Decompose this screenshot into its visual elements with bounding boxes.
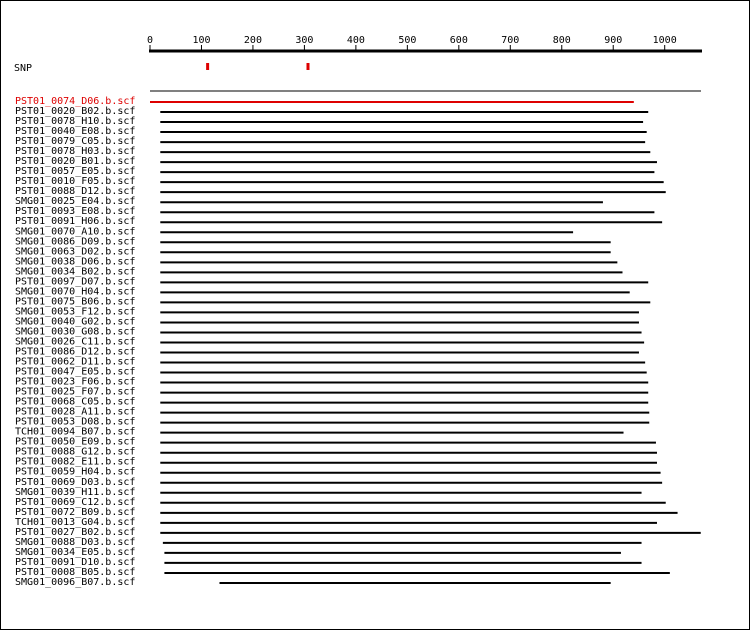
read-name[interactable]: SMG01_0096_B07.b.scf	[15, 576, 136, 588]
snp-marker	[306, 63, 309, 70]
tick-label: 500	[398, 35, 417, 46]
read-name[interactable]: PST01_0025_F07.b.scf	[15, 386, 136, 398]
read-name[interactable]: PST01_0078_H10.b.scf	[15, 116, 136, 128]
tick-label: 800	[552, 35, 571, 46]
read-name[interactable]: PST01_0010_F05.b.scf	[15, 176, 136, 188]
tick-label: 600	[449, 35, 468, 46]
ruler-ticks	[147, 35, 677, 51]
read-name[interactable]: SMG01_0034_E05.b.scf	[15, 546, 136, 558]
read-name[interactable]: SMG01_0030_G08.b.scf	[15, 326, 136, 338]
read-name[interactable]: SMG01_0063_D02.b.scf	[15, 246, 136, 258]
read-name[interactable]: PST01_0091_H06.b.scf	[15, 216, 136, 228]
read-name[interactable]: PST01_0040_E08.b.scf	[15, 126, 136, 138]
read-name[interactable]: SMG01_0070_A10.b.scf	[15, 226, 136, 238]
read-name[interactable]: PST01_0082_E11.b.scf	[15, 456, 136, 468]
read-name[interactable]: PST01_0091_D10.b.scf	[15, 556, 136, 568]
read-name[interactable]: PST01_0097_D07.b.scf	[15, 276, 136, 288]
read-name[interactable]: SMG01_0025_E04.b.scf	[15, 196, 136, 208]
read-name[interactable]: PST01_0072_B09.b.scf	[15, 506, 136, 518]
read-alignment-diagram	[1, 1, 749, 629]
read-name[interactable]: PST01_0069_C12.b.scf	[15, 496, 136, 508]
snp-track	[206, 63, 309, 70]
read-name[interactable]: PST01_0088_G12.b.scf	[15, 446, 136, 458]
read-name[interactable]: PST01_0023_F06.b.scf	[15, 376, 136, 388]
read-name[interactable]: SMG01_0034_B02.b.scf	[15, 266, 136, 278]
read-name[interactable]: SMG01_0070_H04.b.scf	[15, 286, 136, 298]
read-name[interactable]: PST01_0059_H04.b.scf	[15, 466, 136, 478]
read-name[interactable]: PST01_0075_B06.b.scf	[15, 296, 136, 308]
tick-label: 200	[243, 35, 262, 46]
read-name[interactable]: PST01_0062_D11.b.scf	[15, 356, 136, 368]
snp-marker	[206, 63, 209, 70]
tick-label: 700	[501, 35, 520, 46]
read-name[interactable]: PST01_0093_E08.b.scf	[15, 206, 136, 218]
read-name[interactable]: PST01_0020_B02.b.scf	[15, 106, 136, 118]
read-name[interactable]: PST01_0028_A11.b.scf	[15, 406, 136, 418]
read-name[interactable]: SMG01_0039_H11.b.scf	[15, 486, 136, 498]
read-name[interactable]: TCH01_0013_G04.b.scf	[15, 516, 136, 528]
read-name[interactable]: PST01_0008_B05.b.scf	[15, 566, 136, 578]
read-name[interactable]: PST01_0053_D08.b.scf	[15, 416, 136, 428]
tick-label: 100	[192, 35, 211, 46]
read-name[interactable]: SMG01_0026_C11.b.scf	[15, 336, 136, 348]
tick-label: 900	[604, 35, 623, 46]
read-name[interactable]: SMG01_0053_F12.b.scf	[15, 306, 136, 318]
read-name[interactable]: PST01_0078_H03.b.scf	[15, 146, 136, 158]
read-name[interactable]: PST01_0020_B01.b.scf	[15, 156, 136, 168]
read-name[interactable]: PST01_0086_D12.b.scf	[15, 346, 136, 358]
tick-label: 300	[295, 35, 314, 46]
read-name[interactable]: PST01_0050_E09.b.scf	[15, 436, 136, 448]
read-name[interactable]: PST01_0027_B02.b.scf	[15, 526, 136, 538]
tick-label: 400	[346, 35, 365, 46]
reads-track	[15, 96, 701, 588]
read-name[interactable]: TCH01_0094_B07.b.scf	[15, 426, 136, 438]
read-name[interactable]: PST01_0074_D06.b.scf	[15, 96, 136, 107]
read-name[interactable]: SMG01_0040_G02.b.scf	[15, 316, 136, 328]
read-name[interactable]: PST01_0057_E05.b.scf	[15, 166, 136, 178]
tick-label: 0	[146, 35, 154, 46]
read-name[interactable]: PST01_0068_C05.b.scf	[15, 396, 136, 408]
read-name[interactable]: PST01_0088_D12.b.scf	[15, 186, 136, 198]
snp-track-label: SNP	[14, 63, 33, 74]
read-name[interactable]: SMG01_0038_D06.b.scf	[15, 256, 136, 268]
read-name[interactable]: PST01_0047_E05.b.scf	[15, 366, 136, 378]
tick-label: 1000	[652, 35, 677, 46]
read-name[interactable]: PST01_0069_D03.b.scf	[15, 476, 136, 488]
read-name[interactable]: PST01_0079_C05.b.scf	[15, 136, 136, 148]
read-name[interactable]: SMG01_0088_D03.b.scf	[15, 536, 136, 548]
read-name[interactable]: SMG01_0086_D09.b.scf	[15, 236, 136, 248]
